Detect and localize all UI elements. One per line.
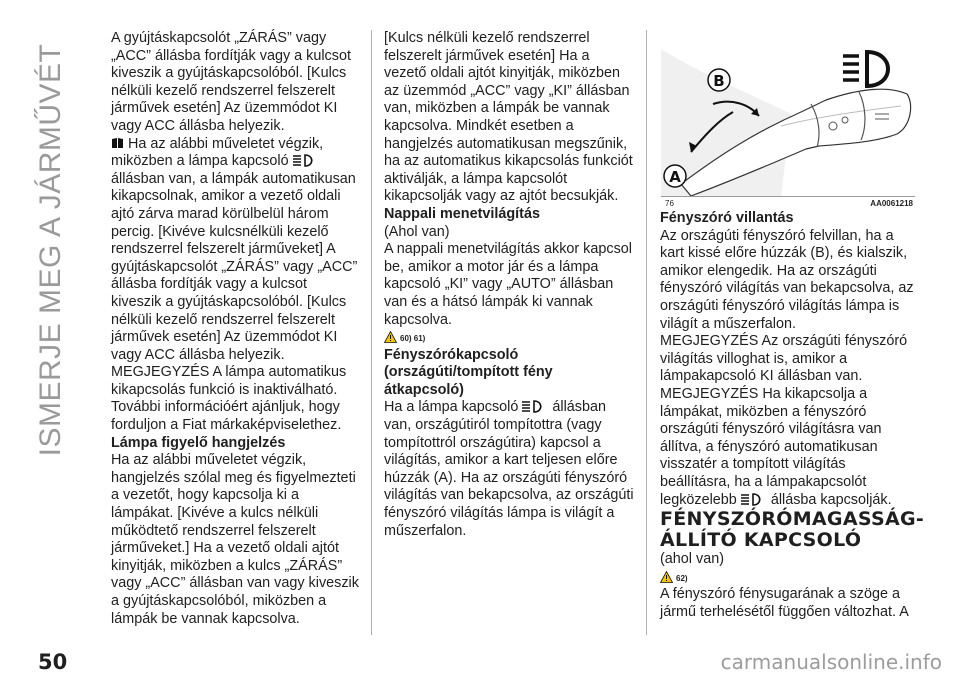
warning-reference-numbers: 62): [676, 573, 688, 583]
watermark: carmanualsonline.info: [720, 650, 942, 674]
paragraph-text: állásban van, országútiról tompítottra (vagy tompítottról országútira) kapcsol a világítás, amikor a kart teljesen előre húzzák (A). Ha az országúti fényszóró világítás van bekapcsolva, az országúti fényszóró világítás lámpa is világít a műszerfalon.: [384, 399, 634, 539]
paragraph: A gyújtáskapcsolót „ZÁRÁS” vagy „ACC” állásba fordítják vagy a kulcsot kiveszik a gyújtáskapcsolóból. [Kulcs nélküli kezelő rendszerrel felszerelt járművek esetén] Az üzemmódot KI vagy ACC állásba helyezik.: [111, 30, 351, 134]
figure-headlight-lever: [661, 34, 915, 209]
warning-triangle-icon: [384, 331, 397, 343]
paragraph-text: állásban van, a lámpák automatikusan kikapcsolnak, amikor a vezető oldali ajtó zárva marad körülbelül három percig. [Kivéve kulcsnélküli kezelő rendszerrel felszerelt járműveket] A gyújtáskapcsolót „ZÁRÁS” vagy „ACC” állásba fordítják vagy a kulcsot kiveszik a gyújtáskapcsolóból. [Kulcs nélküli kezelő rendszerrel felszerelt járművek esetén] Az üzemmódot KI vagy ACC állásba helyezik.: [111, 170, 358, 363]
figure-label-b: B: [713, 72, 725, 90]
figure-label-a: A: [669, 168, 681, 186]
paragraph: MEGJEGYZÉS A lámpa automatikus kikapcsolás funkció is inaktiválható. További információért ajánljuk, hogy forduljon a Fiat márkaképviselethez.: [111, 364, 347, 434]
paragraph: [Kulcs nélküli kezelő rendszerrel felszerelt járművek esetén] Ha a vezető oldali ajtót kinyitják, miközben az üzemmód „ACC” vagy „KI” állásban van, miközben a lámpák be vannak kapcsolva. Mindkét esetben a hangjelzés automatikusan megszűnik, ha az automatikus kikapcsolás funkciót aktiválják, a lámpa kapcsolót kikapcsolják vagy az ajtót becsukják.: [384, 30, 633, 205]
section-heading: Fényszóró villantás: [660, 210, 794, 226]
paragraph: [111, 136, 360, 365]
headlamp-auto-icon: [522, 399, 548, 413]
paragraph: [384, 399, 634, 540]
warning-triangle-icon: [660, 571, 673, 583]
paragraph: Az országúti fényszóró felvillan, ha a kart kissé előre húzzák (B), és kialszik, amikor elengedik. Ha az országúti fényszóró világítás van bekapcsolva, az országúti fényszóró világítás lámpa is világít a műszerfalon.: [660, 227, 914, 332]
page-number: 50: [38, 650, 68, 674]
side-section-title-text: ISMERJE MEG A JÁRMŰVÉT: [34, 43, 67, 457]
paragraph-text: Ha az alábbi műveletet végzik, miközben a lámpa kapcsoló: [111, 135, 324, 170]
warning-reference: [384, 329, 634, 347]
column-divider: [646, 30, 647, 635]
column-divider: [371, 30, 372, 635]
warning-reference-numbers: 60) 61): [400, 334, 426, 344]
figure-caption-rule: [661, 196, 915, 197]
paragraph: A fényszóró fénysugarának a szöge a jármű terhelésétől függően változhat. A: [660, 586, 909, 620]
section-heading: Lámpa figyelő hangjelzés: [111, 434, 286, 451]
text-column-2: [384, 30, 634, 540]
section-heading: Fényszórókapcsoló (országúti/tompított fény átkapcsoló): [384, 346, 553, 398]
text-column-1: [111, 30, 360, 628]
paragraph-text: Ha a lámpa kapcsoló: [384, 399, 519, 416]
paragraph-text: állásba kapcsolják.: [770, 491, 892, 508]
warning-reference: [660, 569, 915, 587]
paragraph: [660, 386, 915, 509]
book-icon: [111, 137, 124, 149]
paragraph: Ha az alábbi műveletet végzik, hangjelzés szólal meg és figyelmezteti a vezetőt, hogy kapcsolja ki a lámpákat. [Kivéve a kulcs nélküli működtető rendszerrel felszerelt járműveket.] Ha a vezető oldali ajtót kinyitják, miközben a kulcs „ZÁRÁS” vagy „ACC” állásban van vagy kiveszik a gyújtáskapcsolóból, miközben a lámpák be vannak kapcsolva.: [111, 452, 359, 627]
lever-illustration: [661, 34, 915, 197]
headlamp-auto-icon: [293, 153, 319, 167]
paragraph: (Ahol van): [384, 223, 450, 240]
major-heading: FÉNYSZÓRÓMAGASSÁG-ÁLLÍTÓ KAPCSOLÓ: [660, 508, 925, 552]
paragraph-text: MEGJEGYZÉS Ha kikapcsolja a lámpákat, miközben a fényszóró országúti fényszóró világításra van állítva, a fényszóró automatikusan visszatér a tompított világítás beállításra, ha a lámpakapcsolót legközelebb: [660, 385, 882, 508]
headlamp-auto-icon: [741, 492, 767, 506]
paragraph: MEGJEGYZÉS Az országúti fényszóró világítás villoghat is, amikor a lámpakapcsoló KI állásban van.: [660, 333, 908, 385]
side-section-title: [26, 40, 76, 460]
section-heading: Nappali menetvilágítás: [384, 205, 540, 222]
text-column-3: [660, 210, 925, 621]
paragraph: A nappali menetvilágítás akkor kapcsol be, amikor a motor jár és a lámpa kapcsoló „KI” vagy „AUTO” állásban van és a hátsó lámpák ki vannak kapcsolva.: [384, 241, 632, 328]
paragraph: (ahol van): [660, 551, 724, 568]
figure-number: 76: [665, 199, 674, 208]
figure-code: AA0061218: [870, 199, 913, 208]
